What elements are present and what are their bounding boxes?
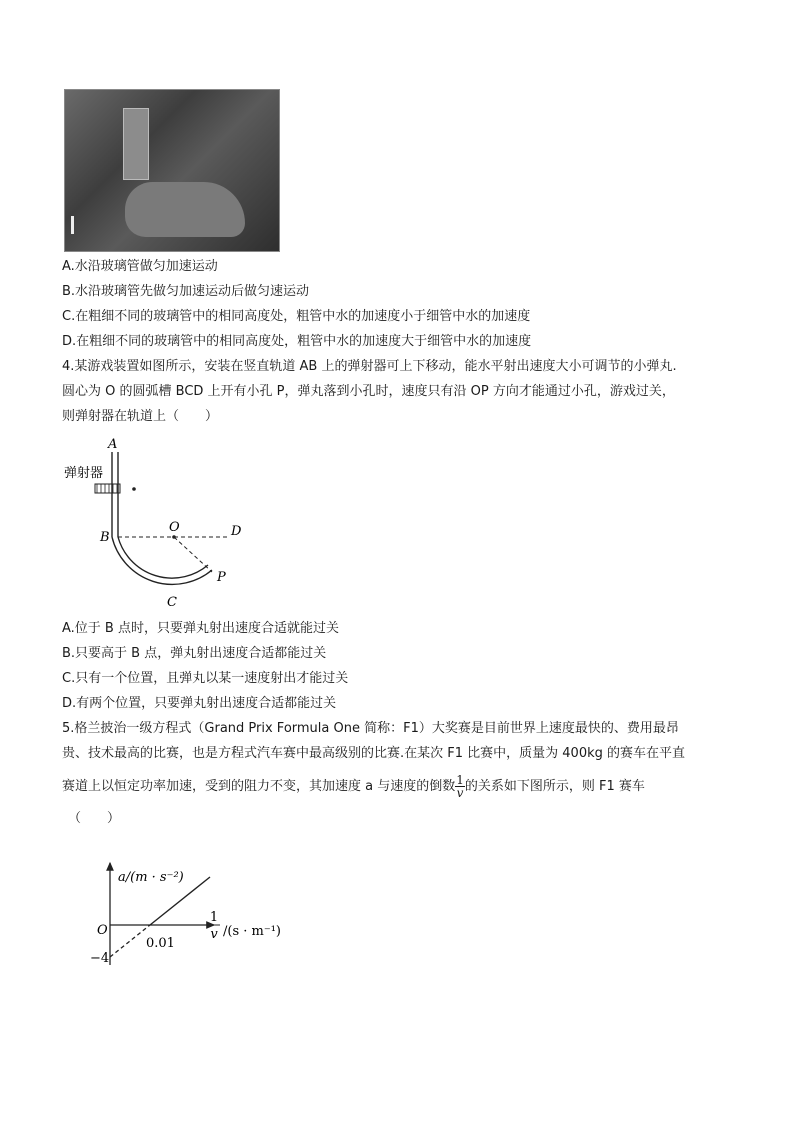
origin-label: O (97, 923, 108, 938)
q5-stem-line3-pre: 赛道上以恒定功率加速，受到的阻力不变，其加速度 a 与速度的倒数 (62, 779, 456, 794)
label-d: D (231, 524, 242, 539)
q3-option-b: B.水沿玻璃管先做匀加速运动后做匀速运动 (62, 284, 310, 299)
label-o: O (169, 520, 180, 535)
hand-shape (125, 182, 245, 237)
graph-line-dashed (110, 925, 150, 957)
x-label-denominator: v (210, 927, 218, 942)
x-label-numerator: 1 (209, 910, 219, 925)
q4-option-b: B.只要高于 B 点，弹丸射出速度合适都能过关 (62, 646, 327, 661)
glass-tube-shape (123, 108, 149, 180)
launcher-hatch (97, 484, 117, 493)
q4-option-a: A.位于 B 点时，只要弹丸射出速度合适就能过关 (62, 621, 339, 636)
arc-inner (118, 537, 208, 578)
q4-option-d: D.有两个位置，只要弹丸射出速度合适都能过关 (62, 696, 337, 711)
q4-stem-line3: 则弹射器在轨道上（ ） (62, 409, 219, 424)
acceleration-graph (90, 855, 310, 970)
q4-stem-line2: 圆心为 O 的圆弧槽 BCD 上开有小孔 P，弹丸落到小孔时，速度只有沿 OP 方向才能通过小孔，游戏过关， (62, 384, 675, 399)
q5-stem-line2: 贵、技术最高的比赛，也是方程式汽车赛中最高级别的比赛.在某次 F1 比赛中，质量为 400kg 的赛车在平直 (62, 746, 686, 761)
y-tick-label: −4 (90, 951, 110, 966)
fraction-numerator: 1 (456, 773, 464, 787)
q4-option-c: C.只有一个位置，且弹丸以某一速度射出才能过关 (62, 671, 349, 686)
label-p: P (217, 570, 226, 585)
label-launcher: 弹射器 (64, 466, 104, 481)
q5-stem-line1: 5.格兰披治一级方程式（Grand Prix Formula One 简称：F1）大奖赛是目前世界上速度最快的、费用最昂 (62, 721, 679, 736)
op-dashed-line (174, 537, 212, 572)
fraction-denominator: v (456, 786, 464, 800)
inverse-v-fraction (455, 774, 465, 799)
q5-answer-bracket: （ ） (68, 811, 121, 826)
label-a: A (108, 437, 118, 452)
launcher-diagram (62, 432, 262, 612)
q4-stem-line1: 4.某游戏装置如图所示，安装在竖直轨道 AB 上的弹射器可上下移动，能水平射出速度大小可调节的小弹丸. (62, 359, 677, 374)
q3-option-a: A.水沿玻璃管做匀加速运动 (62, 259, 218, 274)
label-b: B (100, 530, 110, 545)
q3-option-d: D.在粗细不同的玻璃管中的相同高度处，粗管中水的加速度大于细管中水的加速度 (62, 334, 532, 349)
pellet-dot (132, 487, 136, 491)
label-c: C (167, 595, 177, 610)
launcher-box (95, 484, 120, 493)
y-axis-label: a/(m · s⁻²) (118, 870, 184, 885)
q5-stem-line3-post: 的关系如下图所示，则 F1 赛车 (464, 779, 645, 794)
center-o-dot (172, 535, 176, 539)
x-tick-label: 0.01 (146, 936, 175, 951)
x-axis-label: /(s · m⁻¹) (223, 924, 281, 939)
q3-option-c: C.在粗细不同的玻璃管中的相同高度处，粗管中水的加速度小于细管中水的加速度 (62, 309, 531, 324)
photo-mark (71, 216, 74, 234)
q5-stem-line3 (62, 772, 645, 802)
water-tube-photo (64, 89, 280, 252)
